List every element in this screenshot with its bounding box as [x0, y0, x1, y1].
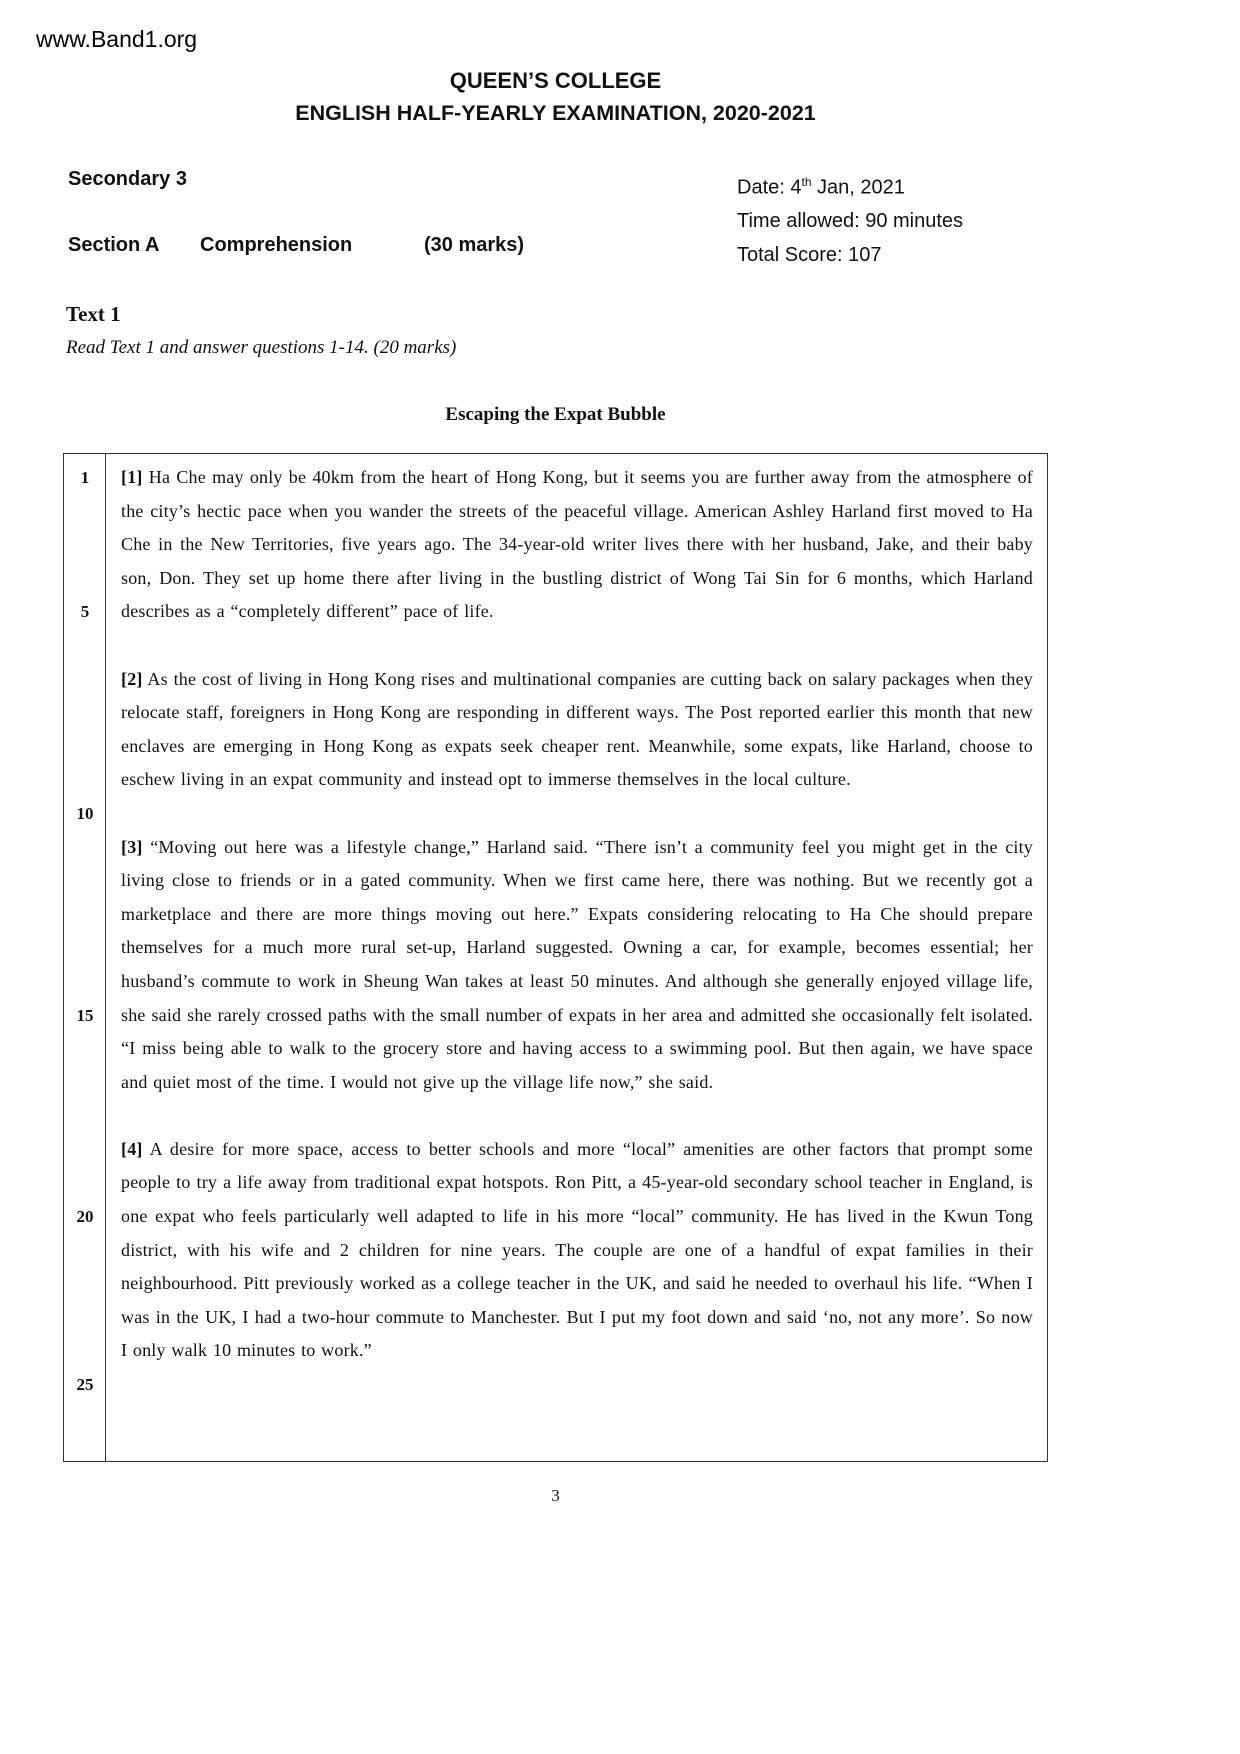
line-number: 10 — [76, 804, 94, 823]
page-content — [63, 0, 1048, 1754]
line-number: 15 — [76, 1006, 94, 1025]
exam-date-prefix: Date: 4 — [737, 176, 802, 199]
line-number: 25 — [76, 1375, 94, 1394]
total-score: Total Score: 107 — [737, 243, 882, 266]
exam-date-ordinal: th — [801, 175, 812, 189]
line-number-column — [64, 454, 106, 1461]
text1-heading: Text 1 — [66, 302, 121, 326]
page-number: 3 — [551, 1486, 560, 1505]
passage-paragraph — [121, 663, 1033, 797]
line-number: 1 — [80, 468, 90, 487]
paragraph-marker: [4] — [121, 1138, 143, 1159]
passage-paragraph — [121, 1133, 1033, 1368]
exam-meta — [737, 166, 963, 272]
exam-date — [737, 166, 963, 205]
section-row — [63, 234, 663, 260]
paragraph-text: “Moving out here was a lifestyle change,” Harland said. “There isn’t a community feel you might get in the city living close to friends or in a gated community. When we first came here, there was nothing. But we recently got a marketplace and there are more things moving out here.” Expats considering relocating to Ha Che should prepare themselves for a much more rural set-up, Harland suggested. Owning a car, for example, becomes essential; her husband’s commute to work in Sheung Wan takes at least 50 minutes. And although she generally enjoyed village life, she said she rarely crossed paths with the small number of expats in her area and admitted she occasionally felt isolated. “I miss being able to walk to the grocery store and having access to a swimming pool. But then again, we have space and quiet most of the time. I would not give up the village life now,” she said. — [121, 836, 1034, 1092]
time-allowed: Time allowed: 90 minutes — [737, 210, 964, 233]
school-name: QUEEN’S COLLEGE — [449, 68, 662, 93]
passage-text-column — [108, 454, 1047, 1461]
article-title: Escaping the Expat Bubble — [445, 404, 666, 425]
passage-paragraph — [121, 461, 1033, 629]
paragraph-text: A desire for more space, access to better schools and more “local” amenities are other factors that prompt some people to try a life away from traditional expat hotspots. Ron Pitt, a 45-year-old secondary school teacher in England, is one expat who feels particularly well adapted to life in his more “local” community. He has lived in the Kwun Tong district, with his wife and 2 children for nine years. The couple are one of a handful of expat families in their neighbourhood. Pitt previously worked as a college teacher in the UK, and said he needed to overhaul his life. “When I was in the UK, I had a two-hour commute to Manchester. But I put my foot down and said ‘no, not any more’. So now I only walk 10 minutes to work.” — [121, 1138, 1033, 1361]
line-number: 5 — [80, 602, 90, 621]
passage-paragraph — [121, 831, 1033, 1100]
paragraph-text: Ha Che may only be 40km from the heart of Hong Kong, but it seems you are further away from the atmosphere of the city’s hectic pace when you wander the streets of the peaceful village. American Ashley Harland first moved to Ha Che in the New Territories, five years ago. The 34-year-old writer lives there with her husband, Jake, and their baby son, Don. They set up home there after living in the bustling district of Wong Tai Sin for 6 months, which Harland describes as a “completely different” pace of life. — [121, 467, 1033, 622]
paragraph-text: As the cost of living in Hong Kong rises and multinational companies are cutting back on salary packages when they relocate staff, foreigners in Hong Kong are responding in different ways. The Post reported earlier this month that new enclaves are emerging in Hong Kong as expats seek cheaper rent. Meanwhile, some expats, like Harland, choose to eschew living in an expat community and instead opt to immerse themselves in the local culture. — [121, 668, 1033, 790]
line-number: 20 — [76, 1207, 94, 1226]
section-label: Section A — [68, 234, 160, 256]
class-level: Secondary 3 — [68, 168, 187, 190]
site-watermark: www.Band1.org — [36, 26, 198, 52]
exam-date-suffix: Jan, 2021 — [811, 176, 905, 199]
paragraph-marker: [2] — [121, 668, 143, 689]
text1-instructions: Read Text 1 and answer questions 1-14. (20 marks) — [66, 337, 457, 358]
exam-title: ENGLISH HALF-YEARLY EXAMINATION, 2020-2021 — [295, 101, 816, 125]
reading-passage-box — [63, 453, 1048, 1462]
paragraph-marker: [1] — [121, 467, 143, 487]
section-name: Comprehension — [200, 234, 353, 256]
section-marks: (30 marks) — [424, 234, 525, 256]
paragraph-marker: [3] — [121, 836, 143, 857]
